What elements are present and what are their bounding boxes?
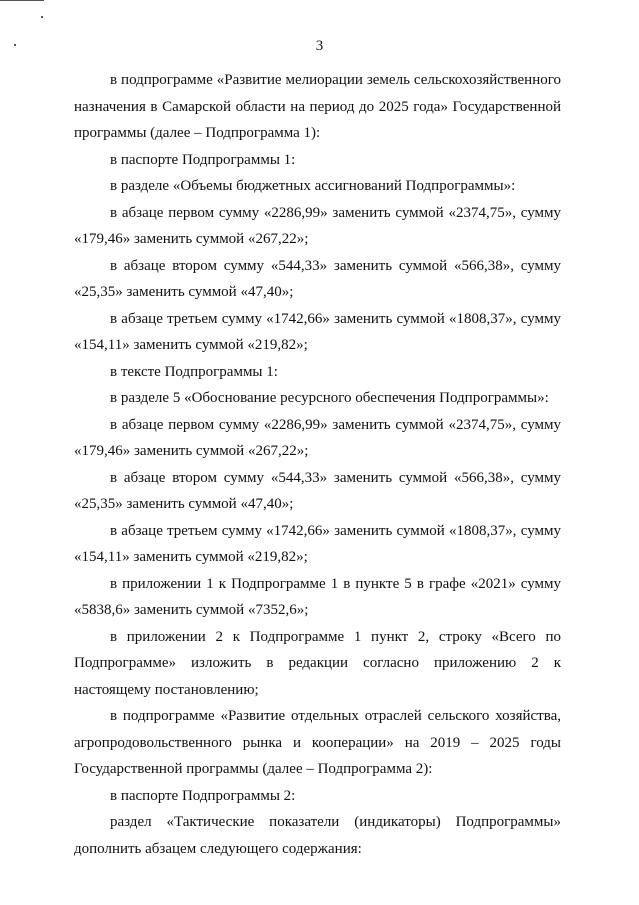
paragraph-appendix-1: в приложении 1 к Подпрограмме 1 в пункте 5 в графе «2021» сумму «5838,6» заменить суммой «7352,6»; — [74, 575, 561, 618]
paragraph-appendix-2: в приложении 2 к Подпрограмме 1 пункт 2, строку «Всего по Подпрограмме» изложить в редакции согласно приложению 2 к настоящему постановлению; — [74, 628, 561, 698]
document-body — [74, 67, 561, 862]
paragraph-passport-1: в паспорте Подпрограммы 1: — [110, 151, 296, 168]
paragraph-subprogram-2-intro: в подпрограмме «Развитие отдельных отраслей сельского хозяйства, агропродовольственного рынка и кооперации» на 2019 – 2025 годы Государственной программы (далее – Подпрограмма 2): — [74, 708, 561, 777]
paragraph-second-abzac-section-5: в абзаце втором сумму «544,33» заменить суммой «566,38», сумму «25,35» заменить суммой «47,40»; — [74, 469, 561, 512]
scan-speck — [41, 16, 43, 18]
paragraph-first-abzac: в абзаце первом сумму «2286,99» заменить суммой «2374,75», сумму «179,46» заменить суммой «267,22»; — [74, 204, 561, 247]
page-number: 3 — [315, 38, 324, 54]
paragraph-budget-section: в разделе «Объемы бюджетных ассигнований Подпрограммы»: — [110, 178, 516, 194]
paragraph-third-abzac-section-5: в абзаце третьем сумму «1742,66» заменить суммой «1808,37», сумму «154,11» заменить суммой «219,82»; — [74, 522, 561, 565]
paragraph-third-abzac: в абзаце третьем сумму «1742,66» заменить суммой «1808,37», сумму «154,11» заменить суммой «219,82»; — [74, 310, 561, 353]
scan-edge-line — [0, 0, 44, 1]
paragraph-second-abzac: в абзаце втором сумму «544,33» заменить суммой «566,38», сумму «25,35» заменить суммой «47,40»; — [74, 257, 561, 300]
paragraph-section-5: в разделе 5 «Обоснование ресурсного обеспечения Подпрограммы»: — [110, 390, 549, 406]
paragraph-text-subprogram-1: в тексте Подпрограммы 1: — [110, 363, 278, 380]
paragraph-passport-2: в паспорте Подпрограммы 2: — [110, 787, 296, 804]
paragraph-first-abzac-section-5: в абзаце первом сумму «2286,99» заменить суммой «2374,75», сумму «179,46» заменить суммой «267,22»; — [74, 416, 561, 459]
paragraph-tactical-indicators: раздел «Тактические показатели (индикаторы) Подпрограммы» дополнить абзацем следующего содержания: — [74, 814, 561, 857]
paragraph-subprogram-1-intro: в подпрограмме «Развитие мелиорации земель сельскохозяйственного назначения в Самарской области на период до 2025 года» Государственной программы (далее – Подпрограмма 1): — [74, 72, 561, 141]
